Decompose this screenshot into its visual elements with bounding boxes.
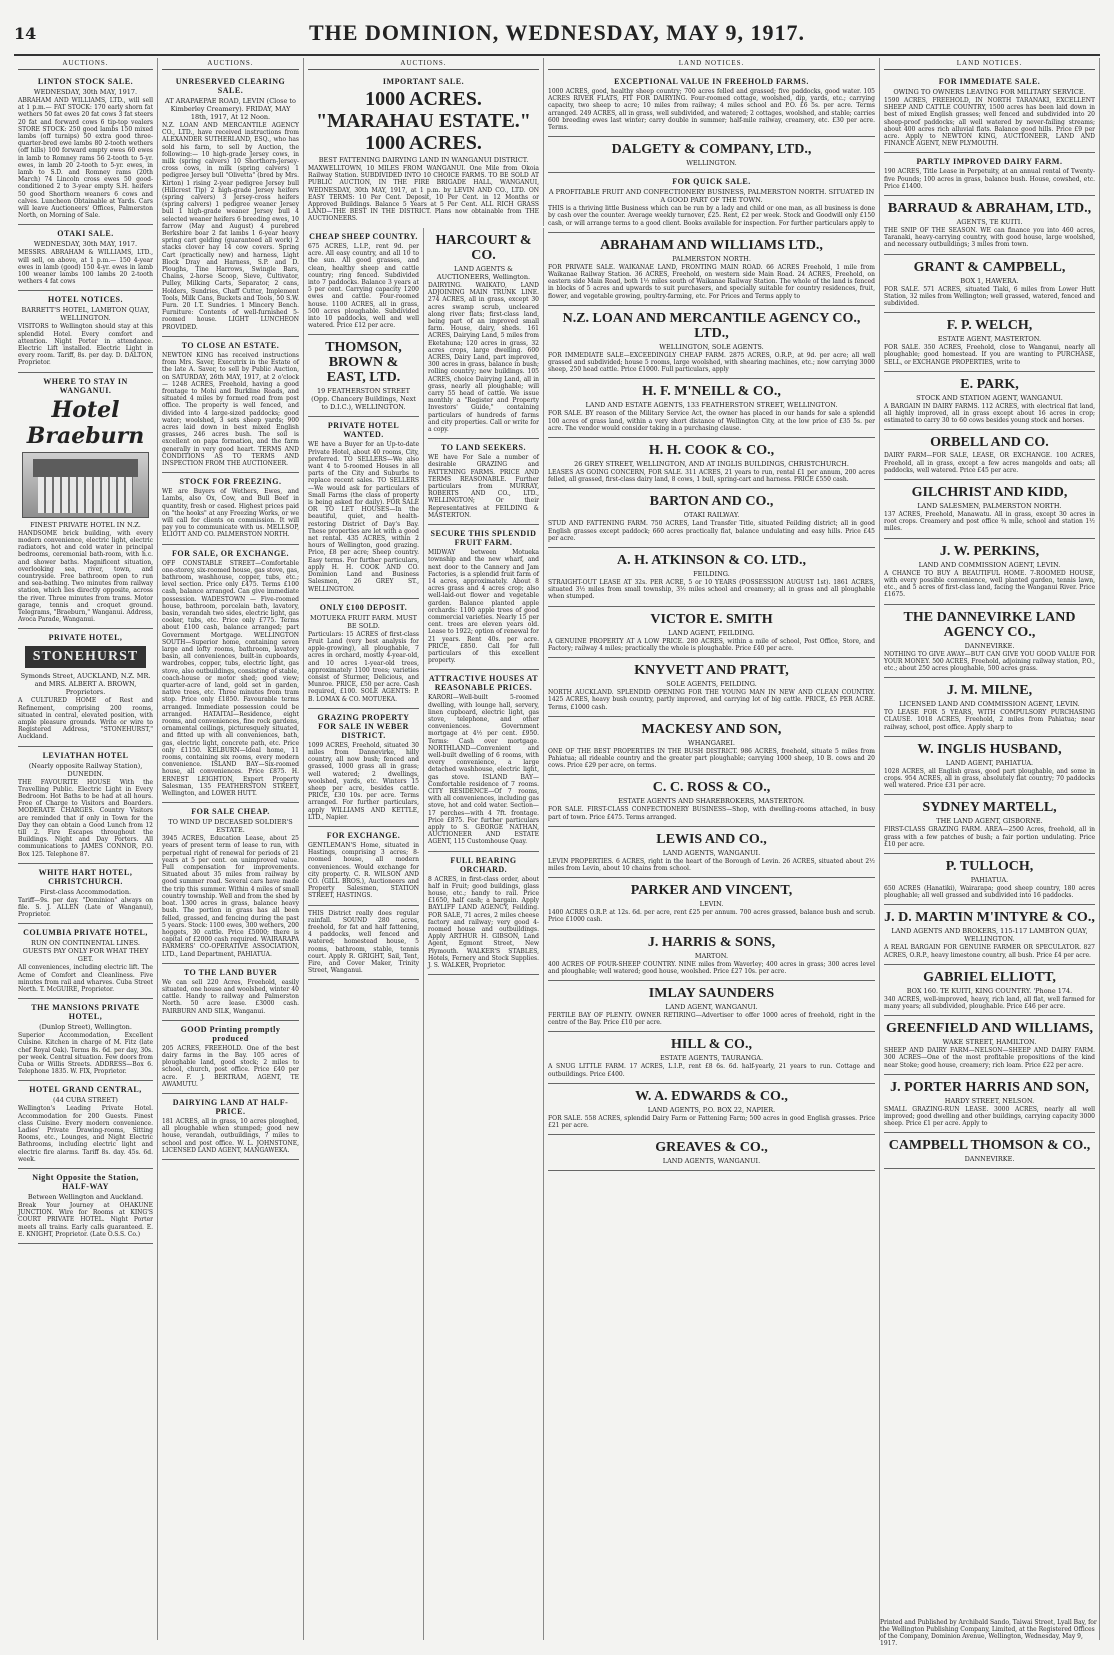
ad-subtitle: BOX 1, HAWERA. [960, 276, 1019, 285]
advertisement [428, 670, 539, 851]
hotel-illustration [22, 452, 148, 518]
advertisement [548, 1032, 875, 1083]
ad-headline: FOR EXCHANGE. [326, 830, 401, 840]
ad-headline: Night Opposite the Station, HALF-WAY [32, 1173, 139, 1192]
ad-column [424, 228, 544, 1640]
ad-body: FOR SALE. 558 ACRES, splendid Dairy Farm or Fattening Farm; 500 acres in good English grasses. Price £21 per acre. [548, 1114, 875, 1129]
ad-body: SHEEP AND DAIRY FARM—NELSON—SHEEP AND DAIRY FARM. 300 ACRES—One of the most profitable propositions of the kind near Stoke; good house, creamery; rich loam. Price £22 per acre. [884, 1047, 1095, 1069]
ad-headline: CHEAP SHEEP COUNTRY. [309, 232, 418, 241]
ad-subtitle: SOLE AGENTS, FEILDING. [666, 680, 757, 689]
advertisement [884, 737, 1095, 796]
agent-name: HARCOURT & CO. [435, 233, 532, 263]
advertisement [428, 228, 539, 439]
ad-body: LEVIN PROPERTIES. 6 ACRES, right in the heart of the Borough of Levin. 26 ACRES, situated about 2½ miles from Levin, about 10 chains from school. [548, 857, 875, 872]
advertisement [884, 605, 1095, 679]
ad-headline: WHERE TO STAY IN WANGANUI. [43, 376, 128, 395]
agent-name: HILL & CO., [671, 1037, 752, 1053]
ad-body: We can sell 220 Acres, Freehold, easily situated, one house and woolshed, winter 40 cattle. Handy to railway and Palmerston North. 50 acre lease. £3000 cash. FAIRBURN AND SILK, Wanganui. [162, 978, 299, 1015]
ad-body: FOR IMMEDIATE SALE—EXCEEDINGLY CHEAP FARM. 2875 ACRES, O.R.P., at 9d. per acre; all well grassed and subdivided; house 5 rooms, large woolshed, with shearing machines, etc.; now carrying 3000 sheep, 250 head cattle. Price £1000. Full particulars, apply [548, 351, 875, 374]
ad-subtitle: OTAKI RAILWAY. [683, 511, 740, 520]
advertisement [18, 1081, 153, 1169]
column-header: LAND NOTICES. [548, 58, 875, 70]
ad-body: THIS is a thriving little Business which can be run by a lady and child or one man, as all business is done by cash over the counter. Average weekly turnover, £25. Rent, £2 per week. Stock and Goodwill only £150 cash, or will arrange terms to a good client. Books available for inspection. For further particulars apply to [548, 205, 875, 227]
advertisement [548, 438, 875, 489]
ad-body: DAIRY FARM—FOR SALE, LEASE, OR EXCHANGE. 100 ACRES, Freehold, all in grass, except a few acres mangolds and oats; all paddocks, well watered. Price £45 per acre. [884, 452, 1095, 474]
advertisement [18, 924, 153, 999]
ad-body: FOR PRIVATE SALE. WAIKANAE LAND, FRONTING MAIN ROAD. 66 ACRES Freehold, 1 mile from Waikanae Railway Station. 36 ACRES, Freehold, on western side Main Road. 24 ACRES, Freehold, on eastern side Main Road, both 1½ miles south of Waikanae Railway Station. The whole of the land is fenced in blocks of 5 acres and upwards to suit purchasers, and specially suitable for country residences, fruit, flower, and vegetable growing, poultry-farming, etc. For Prices and Terms apply to [548, 263, 875, 300]
ad-subtitle: WELLINGTON, SOLE AGENTS. [659, 342, 764, 351]
ad-subtitle: LAND AGENT, WANGANUI. [665, 1002, 758, 1011]
advertisement [548, 233, 875, 306]
advertisement [18, 1169, 153, 1244]
column-header: AUCTIONS. [308, 58, 539, 70]
agent-name: MACKESY AND SON, [641, 721, 782, 737]
ad-subtitle: 26 GREY STREET, WELLINGTON, AND AT INGLIS BUILDINGS, CHRISTCHURCH. [574, 460, 849, 469]
ad-subtitle: OWING TO OWNERS LEAVING FOR MILITARY SERVICE. [893, 88, 1086, 96]
advertisement [884, 1075, 1095, 1134]
advertisement [884, 480, 1095, 539]
ad-headline: UNRESERVED CLEARING SALE. [175, 77, 286, 95]
ad-body: THIS District really does regular rainfall. SOUND 280 acres, freehold, for fat and half fattening, 4 paddocks, well fenced and watered; homestead house, 5 rooms, bathroom, stable, tennis court. Apply R. GRIGHT, Sail, Tent, Fire, and Cover Maker, Trinity Street, Wanganui. [308, 909, 419, 975]
ad-body: Superior Accommodation, Excellent Cuisine. Kitchen in charge of M. Fitz (late chef Royal Oak). Terms 8s. 6d. per day, 30s. per week. Central situation. Few doors from Cuba or Willis Streets. ADDRESS—Box 6. Telephone 1835. W. FIX, Proprietor. [18, 1032, 153, 1076]
ad-subtitle: FEILDING. [693, 570, 730, 579]
ad-body: STRAIGHT-OUT LEASE AT 32s. PER ACRE, 5 or 10 YEARS (POSSESSION AUGUST 1st). 1861 ACRES, situated 3½ miles from small township, 3½ miles school and creamery; all in grass and all ploughable when stumped. [548, 579, 875, 601]
ad-body: GENTLEMAN'S Home, situated in Hastings, comprising 3 acres; 8-roomed house, all modern conveniences. Would exchange for city property. C. R. WILSON AND CO. (GILL BROS.), Auctioneers and Property Salesmen, STATION STREET, HASTINGS. [308, 841, 419, 900]
agent-name: GREENFIELD AND WILLIAMS, [885, 1021, 1094, 1037]
advertisement [308, 228, 419, 335]
advertisement [884, 372, 1095, 431]
ad-body: Particulars: 15 ACRES of first-class Fruit Land (very best analysis for apple-growing), all ploughable, 7 acres in orchard, mostly 4-year-old, and 10 acres 1-year-old trees, approximately 1100 trees; varieties consist of Sturmer, Delicious, and Munroe. PRICE, £50 per acre. Cash required, £100. SOLE AGENTS: P. B. LOMAX & CO. MOTUEKA. [308, 630, 419, 703]
agent-name: BARTON AND CO., [649, 494, 774, 510]
ad-body: FOR SALE. 350 ACRES, Freehold, close to Wanganui, nearly all ploughable; good homestead. If you are wanting to PURCHASE, SELL, or EXCHANGE PROPERTIES, write to [884, 344, 1095, 366]
ad-body: LEASES AS GOING CONCERN, FOR SALE. 311 ACRES, 21 years to run, rental £1 per annum, 200 acres felled, all grassed, first-class dairy land, 8 cows, 1 bull, spring-cart and harness. PRICE £550 cash. [548, 469, 875, 484]
ad-body: 190 ACRES, Title Lease in Perpetuity, at an annual rental of Twenty-five Pounds; 100 acres in grass, balance bush. House, cowshed, etc. Price £1400. [884, 168, 1095, 190]
advertisement [548, 306, 875, 380]
ad-subtitle: ESTATE AGENT, MASTERTON. [937, 335, 1042, 344]
ad-body: STUD AND FATTENING FARM. 750 ACRES, Land Transfer Title, situated Feilding district; all in good English grasses except paddock; 660 acres practically flat, balance undulating and easy hills. Price £45 per acre. [548, 520, 875, 542]
agent-name: E. PARK, [960, 376, 1019, 392]
ad-column [544, 58, 880, 1640]
advertisement [162, 545, 299, 804]
ad-body: FOR SALE. 571 ACRES, situated Tiaki, 6 miles from Lower Hutt Station, 32 miles from Wellington; well grassed, watered, fenced and subdivided. [884, 285, 1095, 308]
agent-name: W. INGLIS HUSBAND, [917, 741, 1062, 757]
imprint-footer: Printed and Published by Archibald Sando, Taiwai Street, Lyall Bay, for the Wellington Publishing Company, Limited, at the Registered Offices of the Company, Dominion Avenue, Wellington, Wednesday, May 9, 1917. [880, 1619, 1097, 1647]
ad-subtitle: ESTATE AGENTS AND SHAREBROKERS, MASTERTON. [618, 797, 805, 806]
ad-body: MESSRS. ABRAHAM & WILLIAMS, LTD., will sell, on above, at 1 p.m.— 150 4-year ewes in lamb (good) 150 4-yr. ewes in lamb 100 weaner lambs 100 lambs 20 2-tooth wethers 4 fat cows [18, 249, 153, 286]
ad-body: KARORI—Well-built 5-roomed dwelling, with lounge hall, servery, linen cupboard, electric light, gas stove, telephone, and other conveniences. Government mortgage at 4½ per cent. £950. Terms: Cash over mortgage. NORTHLAND—Convenient and well-built dwelling of 6 rooms, with every convenience, a large detached washhouse, electric light, gas stove. ISLAND BAY—Comfortable residence of 7 rooms. CITY RESIDENCE—Of 7 rooms, with all conveniences, including gas stove, hot and cold water. Section—17 perches—with 4 7ft. frontage. Price £875. For further particulars apply to S. GEORGE NATHAN, AUCTIONEER AND ESTATE AGENT, 115 Customhouse Quay. [428, 694, 539, 846]
advertisement [884, 854, 1095, 905]
ad-subtitle: First-class Accommodation. [39, 887, 132, 896]
agent-name: GRANT & CAMPBELL, [913, 259, 1066, 275]
advertisement [884, 1016, 1095, 1075]
ad-subtitle: LAND AGENTS & AUCTIONEERS, Wellington. [436, 265, 531, 281]
advertisement [884, 73, 1095, 153]
advertisement [884, 430, 1095, 480]
advertisement [884, 1133, 1095, 1169]
ad-body: 340 ACRES, well-improved, heavy, rich land, all flat, well farmed for many years; all subdivided, ploughable. Price £46 per acre. [884, 995, 1095, 1010]
ad-body: NORTH AUCKLAND. SPLENDID OPENING FOR THE YOUNG MAN IN NEW AND CLEAN COUNTRY. 1425 ACRES, heavy bush country, partly improved, and carrying lot of big cattle. PRICE, £5 PER ACRE. Terms, £1000 cash. [548, 689, 875, 711]
ad-subtitle: LAND SALESMEN, PALMERSTON NORTH. [917, 502, 1062, 511]
ad-body: A CHANCE TO BUY A BEAUTIFUL HOME. 7-ROOMED HOUSE, with every possible convenience, well planted garden, tennis lawn, etc., and 5 acres of first-class land, facing the Wanganui River. Price £1675. [884, 569, 1095, 599]
agent-name: GILCHRIST AND KIDD, [911, 485, 1068, 501]
advertisement [18, 747, 153, 864]
agent-name: GREAVES & CO., [655, 1140, 768, 1156]
advertisement [18, 225, 153, 291]
ad-body: Wellington's Leading Private Hotel. Accommodation for 200 Guests. Finest class Cuisine. Every modern convenience. Ladies' Private Drawing-rooms, Sitting Rooms, etc., Lounges, and Night Electric Bathrooms, including electric light and electric fire alarms. Tariff 8s. day. 45s. 6d. week. [18, 1105, 153, 1163]
column-header: AUCTIONS. [162, 58, 299, 70]
advertisement [162, 73, 299, 337]
newspaper-title: THE DOMINION, WEDNESDAY, MAY 9, 1917. [308, 20, 806, 45]
ad-headline: FOR SALE, OR EXCHANGE. [171, 548, 289, 558]
agent-name: BARRAUD & ABRAHAM, LTD., [887, 201, 1092, 217]
ad-body: VISITORS to Wellington should stay at this splendid Hotel. Every comfort and attention. Night Porter in attendance. Electric Lift installed. Electric Light in every room. Tariff, 8s. per day. D. DALTON, Proprietor. [18, 323, 153, 367]
advertisement [428, 852, 539, 976]
ad-headline: TO CLOSE AN ESTATE. [181, 340, 280, 350]
advertisement [308, 709, 419, 827]
ad-headline: ATTRACTIVE HOUSES AT REASONABLE PRICES. [428, 674, 539, 693]
agent-name: J. PORTER HARRIS AND SON, [890, 1079, 1089, 1095]
column-header: AUCTIONS. [18, 58, 153, 70]
ad-body: HANDSOME brick building, with every modern convenience, electric light, electric radiators, hot and cold water in principal bedrooms, ceremonial bath-room, with h.c. and shower baths. Magnificent situation, overlooking sea, river, town, and countryside. Free bathroom open to run and sea-bathing. Two minutes from railway station, which lies directly opposite, across the river. Three minutes from trams. Motor garage, tennis and croquet ground. Telegrams, "Braeburn," Wanganui. Address, Avoca Parade, Wanganui. [18, 529, 153, 624]
advertisement [884, 678, 1095, 737]
ad-body: N.Z. LOAN AND MERCANTILE AGENCY CO., LTD., have received instructions from ALEXANDER SUTHERLAND, ESQ., who has sold his farm, to sell by Auction, the following:— 10 high-grade Jersey cows, in milk (spring calvers) 10 Shorthorn-Jersey-cross cows, in milk (spring calvers) 1 pedigree Jersey bull "Olivetta" (bred by Mrs. Kirton) 1 rising 2-year pedigree Jersey bull (Hillcrest Tip) 2 high-grade Jersey heifers (spring calvers) 3 Jersey-cross heifers (spring calvers) 1 pedigree weaner Jersey bull 1 high-grade weaner Jersey bull 4 selected weaner heifers 6 breeding ewes, 10 farrow (May and August) 4 purebred Berkshire boar 2 fat lambs 1 6-year heavy spring cart gelding (guaranteed all work) 2 stacks clover hay 14 cow covers. Spring Cart (practically new) and harness, Light Block Dray and Harness, S.P. and D. Ploughs, Tine Harrows, Swingle Bars, Chains, 2-horse Scoop, Sieve, Cultivator, Pulley, Milking Carts, Separator, 2 cans, Holders, Sundries, Chaff Cutter, Implement Tools, Milk Cans, Buckets and Tools, 50 S.W. Furn. 20 I.T. Sundries. 1 Mincery Bench. Furniture: Contents of well-furnished 5-roomed house. LIGHT LUNCHEON PROVIDED. [162, 122, 299, 331]
advertisement [548, 548, 875, 607]
ad-column [304, 228, 424, 1640]
ad-body: WE are Buyers of Wethers, Ewes, and Lambs, also Ox, Cow, and Bull Beef in quantity, fresh or cased. Highest prices paid on "the hooks" at any Freezing Works, or we will call for clients on commission. It will pay you to communicate with us. MELLSOP, ELIOTT AND CO. PALMERSTON NORTH. [162, 488, 299, 539]
agent-name: F. P. WELCH, [946, 318, 1033, 334]
ad-body: MAXWELLTOWN, 10 MILES FROM WANGANUI. One Mile from Okoia Railway Station. SUBDIVIDED INTO 10 CHOICE FARMS. TO BE SOLD AT PUBLIC AUCTION, IN THE FIRE BRIGADE HALL, WANGANUI, WEDNESDAY, 30th MAY, 1917, at 1 p.m. by LEVIN AND CO., LTD. ON EASY TERMS: 10 Per Cent. Deposit, 10 Per Cent. in 12 Months or Approved Buildings. Balance 5 Years at 5 Per Cent. ALL RICH GRASS LAND—THE BEST IN THE DISTRICT. Plans now obtainable from THE AUCTIONEERS. [308, 165, 539, 223]
ad-body: A GENUINE PROPERTY AT A LOW PRICE. 280 ACRES, within a mile of school, Post Office, Store, and Factory; railway 4 miles; practically the whole is ploughable. Price £40 per acre. [548, 637, 875, 652]
advertisement [884, 196, 1095, 255]
ad-headline: WHITE HART HOTEL, CHRISTCHURCH. [38, 867, 133, 886]
ad-subtitle: WHANGAREI. [688, 738, 735, 747]
ad-subtitle: LAND AGENTS, WANGANUI. [662, 848, 761, 857]
ad-body: ONE OF THE BEST PROPERTIES IN THE BUSH DISTRICT. 986 ACRES, freehold, situate 5 miles from Pahiatua; all rideable country and the greater part ploughable; carrying 1000 sheep, 10 B. cows and 20 cows. Price £29 per acre, on terms. [548, 747, 875, 770]
advertisement [884, 153, 1095, 196]
ad-body: 650 ACRES (Hanatiki), Wairarapa; good sheep country, 180 acres ploughable; all well grassed and subdivided into 16 paddocks. [884, 884, 1095, 900]
ad-headline: SECURE THIS SPLENDID FRUIT FARM. [430, 529, 537, 548]
advertisement [308, 417, 419, 598]
ad-headline: STOCK FOR FREEZING. [179, 477, 282, 487]
masthead [14, 18, 1100, 56]
agent-name: A. H. ATKINSON & CO. LTD., [616, 553, 807, 569]
ad-subtitle: Between Wellington and Auckland. [27, 1193, 144, 1202]
agent-name: N.Z. LOAN AND MERCANTILE AGENCY CO., LTD., [562, 310, 861, 341]
advertisement [548, 73, 875, 137]
ad-headline: PRIVATE HOTEL WANTED. [327, 421, 400, 440]
ad-body: 181 ACRES, all in grass, 10 acres ploughed, all ploughable when stumped; good new house, verandah, outbuildings, 7 miles to school and post office. W. L. JOHNSTONE, LICENSED LAND AGENT, MANGAWEKA. [162, 1117, 299, 1154]
ad-body: A CULTURED HOME of Rest and Refinement, comprising 200 rooms, situated in central, elevated position, with ample pleasure grounds. Write or wire to Registered Address, "STONEHURST," Auckland. [18, 697, 153, 741]
ad-headline: OTAKI SALE. [57, 229, 114, 239]
agent-name: PARKER AND VINCENT, [630, 883, 793, 899]
agent-name: J. D. MARTIN M'INTYRE & CO., [884, 910, 1095, 926]
ad-subtitle: Symonds Street, AUCKLAND, N.Z. MR. and MRS. ALBERT A. BROWN, Proprietors. [20, 672, 151, 697]
ad-subtitle: STOCK AND STATION AGENT, WANGANUI. [916, 393, 1063, 402]
ad-subtitle: LAND AGENTS, WANGANUI. [662, 1157, 761, 1166]
advertisement [548, 489, 875, 548]
ad-body: 1099 ACRES, Freehold, situated 30 miles from Dannevirke, hilly country, all now bush; fenced and grassed, 1000 grass all in grass; well watered; 2 dwellings, woolshed, yards, etc. Winters 15 sheep per acre, besides cattle. PRICE, £30 10s. per acre. Terms arranged. For further particulars, apply WILLIAMS AND KETTLE, LTD., Napier. [308, 741, 419, 821]
ad-headline: FULL BEARING ORCHARD. [450, 855, 517, 874]
ad-body: WE have a Buyer for an Up-to-date Private Hotel, about 40 rooms, City, preferred. TO SELLERS—We also want 4 to 5-roomed Houses in all parts of the City and Suburbs to replace recent sales. TO SELLERS—We would ask for particulars of Small Farms (the class of property is being asked for daily). FOR SALE OR TO LET HOUSES—In the beautiful, quiet, and health-restoring District of Day's Bay. These properties are let with a good net rental. 435 ACRES, within 2 hours of Wellington, good grazing. Price, £8 per acre; Sheep country. Easy terms. For further particulars, apply H. H. COOK AND CO. Dominion Land and Business Salesmen, 26 GREY ST., WELLINGTON. [308, 441, 419, 593]
agent-name: J. HARRIS & SONS, [647, 934, 776, 950]
ad-column [14, 58, 158, 1640]
ad-column [880, 58, 1100, 1640]
ad-body: ABRAHAM AND WILLIAMS, LTD., will sell at 1 p.m.— FAT STOCK: 170 early shorn fat wethers 50 fat ewes 20 fat cows 3 fat steers 20 fat and forward cows 6 tip-top vealers STORE STOCK: 250 good lambs 150 mixed lambs (off turnips) 50 extra good three-quarter-bred ewe lambs 80 2-tooth wethers (off hills) 100 forward empty ewes 60 ewes in lamb to Romney rams 56 2-tooth to 5-yr. ewes, in lamb 20 2-tooth to 5-yr. ewes, in lamb to S.D. and Romney rams (20th March) 74 Lincoln cross ewes 50 good-conditioned 2 to 3-year empty S.H. heifers 50 good Shorthorn weaners 6 cows and calves. Luncheon Obtainable at Yards. Cars will leave Auctioneers' Offices, Palmerston North, on Morning of Sale. [18, 97, 153, 220]
ad-body: Tariff—9s. per day. "Dominion" always on file. S. J. ALLEN (Late of Wanganui), Proprietor. [18, 896, 153, 919]
ad-subtitle: LAND AGENT, FEILDING. [668, 628, 755, 637]
ad-subtitle: LAND AND ESTATE AGENTS, 133 FEATHERSTON STREET, WELLINGTON. [585, 401, 838, 410]
advertisement [548, 1084, 875, 1135]
ad-body: THE SNIP OF THE SEASON. WE can finance you into 460 acres, Taranaki, heavy-carrying country, with good house, large woolshed, and necessary outbuildings; 3 miles from town. [884, 227, 1095, 249]
ad-headline: IMPORTANT SALE. [382, 77, 465, 86]
ad-headline: PARTLY IMPROVED DAIRY FARM. [916, 157, 1063, 167]
advertisement [308, 599, 419, 709]
advertisement [162, 1021, 299, 1094]
agent-name: C. C. ROSS & CO., [652, 780, 771, 796]
ad-subtitle: BARRETT'S HOTEL, LAMBTON QUAY, WELLINGTON. [21, 306, 150, 323]
advertisement [18, 291, 153, 372]
ad-subtitle: (Dunlop Street), Wellington. [39, 1023, 132, 1032]
ad-headline: COLUMBIA PRIVATE HOTEL, [23, 928, 148, 938]
ad-body: NOTHING TO GIVE AWAY—BUT CAN GIVE YOU GOOD VALUE FOR YOUR MONEY. 500 ACRES, Freehold, adjoining railway station, P.O., etc.; about 250 acres ploughable, 500 acres grass. [884, 650, 1095, 672]
ad-body: TO LEASE FOR 5 YEARS, WITH COMPULSORY PURCHASING CLAUSE. 1018 ACRES, Freehold, 2 miles from Pahiatua; near railway, school, post office. Apply sharp to [884, 709, 1095, 731]
ad-subtitle: LAND AGENTS AND BROKERS, 115-117 LAMBTON QUAY, WELLINGTON. [891, 927, 1088, 944]
ad-subtitle: PAHIATUA. [970, 875, 1009, 884]
advertisement [548, 379, 875, 438]
ad-subtitle: AT ARAPAEPAE ROAD, LEVIN (Close to Kimberley Creamery). FRIDAY, MAY 18th, 1917, At 12 Noon. [165, 97, 296, 121]
agent-name: THOMSON, BROWN & EAST, LTD. [325, 340, 402, 386]
ad-subtitle: DANNEVIRKE. [964, 1155, 1015, 1164]
ad-headline: TO THE LAND BUYER [183, 967, 278, 977]
ad-subtitle: THE LAND AGENT, GISBORNE. [936, 817, 1043, 826]
ad-headline: EXCEPTIONAL VALUE IN FREEHOLD FARMS. [614, 77, 809, 86]
ad-subtitle: WELLINGTON. [686, 159, 737, 168]
ad-body: MIDWAY between Motueka township and the new wharf, and next door to the Cannery and Jam Factories, is a splendid fruit farm of 14 acres, approximately. About 8 acres grass and 4 acres crop; also well-laid-out flower and vegetable garden. Balance planted apple orchards: 1100 apple trees of good commercial varieties. Nearly 15 per cent. trees are eleven years old. Lease to 1922; option of renewal for 21 years. Rent 40s. per acre. PRICE, £850. Call for full particulars of this excellent property. [428, 549, 539, 665]
advertisement [162, 337, 299, 473]
ad-headline: GOOD Printing promptly produced [180, 1024, 281, 1043]
advertisement [884, 795, 1095, 854]
advertisement [308, 906, 419, 981]
ad-subtitle: (Nearly opposite Railway Station), DUNEDIN. [28, 761, 143, 778]
ad-subtitle: AGENTS, TE KUITI. [956, 218, 1023, 227]
agent-name: W. A. EDWARDS & CO., [635, 1088, 788, 1104]
agent-name: GABRIEL ELLIOTT, [923, 969, 1056, 985]
advertisement [548, 1135, 875, 1171]
ad-subtitle: LAND AGENT, PAHIATUA. [945, 758, 1034, 767]
ad-body: All conveniences, including electric lift. The Acme of Comfort and Cleanliness. Five minutes from rail and wharves. Cuba Street North. T. McGUIRE, Proprietor. [18, 964, 153, 993]
ad-headline: LINTON STOCK SALE. [37, 77, 134, 86]
ad-column [158, 58, 304, 1640]
ad-body: FIRST-CLASS GRAZING FARM. AREA—2500 Acres, freehold, all in grass with a few patches of bush; a fair portion undulating. Price £10 per acre. [884, 826, 1095, 848]
ad-subtitle: LEVIN. [699, 900, 724, 909]
advertisement [308, 335, 419, 417]
ad-subtitle: TO WIND UP DECEASED SOLDIER'S ESTATE. [168, 818, 293, 835]
ad-body: 205 ACRES, FREEHOLD. One of the best dairy farms in the Bay. 105 acres of ploughable land, good stock; 2 miles to school, church, post office. Price £40 per acre. F. J. BERTRAM, AGENT, TE AWAMUTU. [162, 1044, 299, 1088]
ad-subtitle: WEDNESDAY, 30th MAY, 1917. [33, 240, 138, 249]
ad-headline: GRAZING PROPERTY FOR SALE IN WEBER DISTRICT. [317, 712, 410, 740]
advertisement [162, 803, 299, 963]
ad-headline: HOTEL GRAND CENTRAL, [29, 1085, 142, 1095]
advertisement [548, 878, 875, 929]
ad-subtitle: LAND AGENTS, P.O. BOX 22, NAPIER. [647, 1105, 776, 1114]
ad-body: FOR SALE. FIRST-CLASS CONFECTIONERY BUSINESS—Shop, with dwelling-rooms attached, in busy part of town. Price £475. Terms arranged. [548, 806, 875, 821]
advertisement [162, 473, 299, 544]
ad-body: THE FAVOURITE HOUSE With the Travelling Public. Electric Light in Every Bedroom. Hot Baths to be had at all hours. Free of Charge to Visitors and Boarders. MODERATE CHARGES. Country Visitors are reminded that if only in Town for the Day they can obtain a Good Lunch from 12 till 2. Fire Escapes throughout the Buildings. Night and Day Porters. All communications to JAMES CONNOR, P.O. Box 125. Telephone 87. [18, 778, 153, 858]
hotel-logo: STONEHURST [25, 646, 147, 668]
ad-body: NEWTON KING has received instructions from Mrs. Saver, Executrix in the Estate of the late A. Saver, to sell by Public Auction, on SATURDAY, 26th MAY, 1917, at 2 o'clock— 1248 ACRES, Freehold, having a good frontage to Mohi and Burkline Roads, and situated 4 miles by formed road from post office. The property is well fenced, and divided into 4 large-sized paddocks; good water; woolshed, 3 sets sheep yards; 900 acres laid down in best mixed English grasses, 246 acres bush. The soil is excellent on papa formation, and the farm generally in very good heart. TERMS AND CONDITIONS AS TO TERMS AND INSPECTION FROM THE AUCTIONEER. [162, 351, 299, 467]
ad-body: SMALL GRAZING-RUN LEASE. 3000 ACRES, nearly all well improved; good dwelling and other buildings, carrying capacity 3000 sheep. Price £1 per acre. Apply to [884, 1105, 1095, 1128]
ad-subtitle: A PROFITABLE FRUIT AND CONFECTIONERY BUSINESS, PALMERSTON NORTH. SITUATED IN A GOOD PART OF THE TOWN. [548, 188, 875, 205]
ad-subtitle: LICENSED LAND AND COMMISSION AGENT, LEVIN. [899, 700, 1080, 709]
advertisement [548, 137, 875, 173]
ad-headline: LEVIATHAN HOTEL [42, 750, 129, 760]
agent-name: CAMPBELL THOMSON & CO., [888, 1138, 1091, 1154]
column-header: LAND NOTICES. [884, 58, 1095, 70]
agent-name: H. F. M'NEILL & CO., [642, 384, 781, 400]
agent-name: ABRAHAM AND WILLIAMS LTD., [600, 237, 823, 253]
ad-big-heading: 1000 ACRES. "MARAHAU ESTATE." 1000 ACRES. [316, 88, 531, 154]
advertisement [548, 981, 875, 1032]
ad-body: 400 ACRES OF FOUR-SHEEP COUNTRY. NINE miles from Waverley; 400 acres in grass; 300 acres level and ploughable; well watered; good house, woolshed. Price £27 10s. per acre. [548, 960, 875, 975]
advertisement [548, 827, 875, 878]
agent-name: P. TULLOCH, [945, 858, 1034, 874]
advertisement [884, 905, 1095, 964]
agent-name: LEWIS AND CO., [656, 831, 767, 847]
ad-body: FERTILE BAY OF PLENTY. OWNER RETIRING—Advertiser to offer 1000 acres of freehold, right in the centre of the Bay. Price £10 per acre. [548, 1011, 875, 1027]
agent-name: VICTOR E. SMITH [650, 611, 773, 627]
advertisement [548, 930, 875, 981]
ad-body: OFF CONSTABLE STREET—Comfortable one-storey, six-roomed house, gas stove, gas, bathroom, washhouse, copper, tubs, etc.; level section. Price only £475. Terms £100 cash, balance arranged. Can give immediate possession. WADESTOWN — Five-roomed house, bathroom, porcelain bath, lavatory, basin, verandah two sides, electric light, gas cooker, tubs, etc. Price only £775. Terms about £100 cash, balance arranged; part Government Mortgage. WELLINGTON SOUTH—Superior home, containing seven large and lofty rooms, bathroom, lavatory basin, all conveniences, built-in cupboards, wardrobes, copper, tubs, electric light, gas stove, also outbuildings, consisting of stable, coach-house or motor shed; good view; quarter-acre of land, gold set in garden, native trees, etc. Three minutes from tram stop. Price only £1850. Favourable terms arranged. Immediate possession could be arranged. HATAITAI—Residence, eight rooms, and conveniences, fine rock gardens, ornamental ceilings, picturesquely situated, and fitted up with all conveniences, bath, gas, electric light, concrete path, etc. Price only £1150. KELBURN—Ideal home, 11 rooms, containing six rooms, every modern convenience. ISLAND BAY—Six-roomed house, all conveniences. Price £875. H. ERNEST LEIGHTON, Expert Property Salesman, 135 FEATHERSTON STREET, Wellington, and LOWER HUTT. [162, 559, 299, 798]
page-number: 14 [14, 24, 37, 43]
agent-name: THE DANNEVIRKE LAND AGENCY CO., [903, 609, 1076, 640]
advertisement [18, 73, 153, 225]
ad-subtitle: MARTON. [694, 951, 729, 960]
ad-headline: TO LAND SEEKERS. [441, 443, 526, 453]
ad-subtitle: 19 FEATHERSTON STREET (Opp. Chancery Buildings, Next to D.I.C.), WELLINGTON. [311, 387, 416, 412]
ad-body: 1028 ACRES, all English grass, good part ploughable, and some in crops. 954 ACRES, all in grass, absolutely flat country; 70 paddocks well watered. Price £31 per acre. [884, 767, 1095, 790]
advertisement [884, 255, 1095, 314]
ad-body: 1400 ACRES O.R.P. at 12s. 6d. per acre, rent £25 per annum. 700 acres grassed, balance bush and scrub. Price £1000 cash. [548, 909, 875, 924]
ad-body: DAIRYING. WAIKATO, LAND ADJOINING MAIN TRUNK LINE. 274 ACRES, all in grass, except 30 acres swamp scrub, uncleared along river flats; first-class land, being part of an improved small farm. House, dairy, sheds. 161 ACRES, Dairying Land, 5 miles from Eketahuna; 120 acres in grass, 32 acres crops, large dwelling. 600 ACRES, Dairy Land, part improved, 300 acres in grass, balance in bush; rolling country; new buildings. 105 ACRES, choice Dairying Land, all in grass, nearly all ploughable; will carry 55 head of cattle. We issue monthly a "Register and Property Investors' Guide," containing particulars of hundreds of farms and city properties. Call or write for a copy. [428, 282, 539, 434]
ad-subtitle: WAKE STREET, HAMILTON. [942, 1038, 1037, 1047]
agent-name: KNYVETT AND PRATT, [634, 663, 789, 679]
ad-headline: THE MANSIONS PRIVATE HOTEL, [31, 1003, 140, 1022]
ad-headline: PRIVATE HOTEL, [48, 633, 123, 643]
advertisement [162, 1094, 299, 1160]
ad-body: 3945 ACRES, Education Lease, about 25 years of present term of lease to run, with perpetual right of renewal for periods of 21 years at 5 per cent. on unimproved value. Full compensation for improvements. Situated about 35 miles from railway by good summer road. Several cars have made the trip this summer. Within 4 miles of small country township. Well and from the shed by boat. 1300 acres in grass, balance heavy bush. The portion in grass has all been felled, grassed, and fencing during the past 5 years. Stock: 1100 ewes, 300 wethers, 200 hoggets, 30 cattle. Price £5000; there is capital of £2000 cash required. WAIRARAPA FARMERS' CO-OPERATIVE ASSOCIATION, LTD., Land Department, PAHIATUA. [162, 835, 299, 958]
advertisement [428, 525, 539, 670]
advertisement [428, 439, 539, 525]
ad-subtitle: MOTUEKA FRUIT FARM. MUST BE SOLD. [310, 613, 417, 630]
ad-body: WE have For Sale a number of desirable GRAZING and FATTENING FARMS. PRICE AND TERMS REASONABLE. Further particulars from MURRAY, ROBERTS AND CO., LTD., WELLINGTON; Or their Representatives at FEILDING & MASTERTON. [428, 454, 539, 519]
ad-subtitle: PALMERSTON NORTH. [672, 254, 751, 263]
ad-headline: FOR SALE CHEAP. [191, 807, 270, 817]
ad-body: 8 ACRES, in first-class order, about half in Fruit; good buildings, glass house, etc.; handy to rail. Price £1650, half cash; a bargain. Apply BAYLIFF LAND AGENCY, Feilding. FOR SALE, 71 acres, 2 miles cheese factory and railway; very good 4-roomed house and outbuildings. Apply ARTHUR H. GIBSON, Land Agent, Egmont Street, New Plymouth. WALKER'S STABLES, Hotels, Fernery and Stock Supplies. J. S. WALKER, Proprietor. [428, 875, 539, 970]
advertisement [308, 827, 419, 906]
agent-name: J. M. MILNE, [946, 683, 1033, 699]
advertisement [18, 864, 153, 925]
agent-name: SYDNEY MARTELL, [922, 800, 1057, 816]
ad-headline: FOR QUICK SALE. [672, 177, 751, 187]
ad-column [304, 58, 544, 226]
ad-subtitle: FINEST PRIVATE HOTEL IN N.Z. [30, 520, 141, 529]
advertisement [548, 775, 875, 826]
ad-body: 675 ACRES, L.I.P., rent 9d. per acre. All easy country, and all 10 to the sun. All good grasses, and clean, healthy sheep and cattle country; ring fenced. Subdivided into 7 paddocks. Balance 3 years at 5 per cent. Carrying capacity 1200 ewes and cattle. Four-roomed house. 1100 ACRES, all in grass, 500 acres ploughable. Subdivided into 10 paddocks, well and well watered. Price £12 per acre. [308, 243, 419, 330]
ad-body: A REAL BARGAIN FOR GENUINE FARMER OR SPECULATOR. 827 ACRES, O.R.P., heavy limestone country, all bush. Price £4 per acre. [884, 944, 1095, 959]
ad-body: Break Your Journey at OHAKUNE JUNCTION. Wire for Rooms at KING'S COURT PRIVATE HOTEL. Night Porter meets all trains. Early calls guaranteed. E. E. KNIGHT, Proprietor. (Late O.S.S. Co.) [18, 1202, 153, 1238]
advertisement [884, 539, 1095, 605]
ad-subtitle: ESTATE AGENTS, TAURANGA. [659, 1054, 764, 1063]
advertisement [548, 607, 875, 658]
ad-headline: DAIRYING LAND AT HALF-PRICE. [172, 1097, 289, 1116]
ad-subtitle: LAND AND COMMISSION AGENT, LEVIN. [918, 560, 1061, 569]
ad-body: 1000 ACRES, good, healthy sheep country; 700 acres felled and grassed; five paddocks, good water. 105 ACRES RIVER FLATS, FIT FOR DAIRYING. Four-roomed cottage, woolshed, dip, yards, etc.; carrying capacity, two sheep to acre; 10 miles from railway; 4 miles school and P.O. £6 5s. per acre. Terms arranged. 249 ACRES, all in grass, well subdivided, and watered; 2 cottages, woolshed, and stable; carries 600 breeding ewes last winter; carry double in summer; half-mile railway, creamery, etc. £30 per acre. Terms. [548, 88, 875, 132]
advertisement [548, 717, 875, 776]
advertisement [18, 373, 153, 630]
ad-headline: FOR IMMEDIATE SALE. [938, 77, 1041, 86]
ad-subtitle: BEST FATTENING DAIRYING LAND IN WANGANUI DISTRICT. [318, 156, 529, 164]
ad-subtitle: DANNEVIRKE. [964, 641, 1015, 650]
ad-headline: HOTEL NOTICES. [47, 295, 124, 305]
hotel-logo: Hotel Braeburn [26, 396, 145, 449]
agent-name: H. H. COOK & CO., [648, 443, 775, 459]
ad-body: 1590 ACRES, FREEHOLD, IN NORTH TARANAKI, EXCELLENT SHEEP AND CATTLE COUNTRY, 1500 acres has been laid down in best of mixed English grasses; well fenced and subdivided into 20 sheep-proof paddocks; all well watered by never-failing streams; about 400 acres rich alluvial flats. Balance good hills. Price £9 per acre. Apply to NEWTON KING, AUCTIONEER, LAND AND FINANCE AGENT, NEW PLYMOUTH. [884, 97, 1095, 148]
ad-subtitle: (44 CUBA STREET) [53, 1096, 118, 1105]
agent-name: DALGETY & COMPANY, LTD., [611, 142, 812, 158]
ad-body: FOR SALE. BY reason of the Military Service Act, the owner has placed in our hands for sale a splendid 100 acres of grass land, within a very short distance of Wellington City, at the low price of £35 5s. per acre. The vendor would consider taking in a purchasing clause. [548, 410, 875, 432]
ad-subtitle: BOX 160. TE KUITI, KING COUNTRY. 'Phone 174. [906, 986, 1073, 995]
advertisement [18, 629, 153, 746]
advertisement [18, 999, 153, 1081]
ad-subtitle: HARDY STREET, NELSON. [944, 1096, 1035, 1105]
advertisement [884, 313, 1095, 372]
agent-name: J. W. PERKINS, [939, 543, 1040, 559]
advertisement [548, 173, 875, 233]
advertisement [162, 964, 299, 1021]
advertisement [308, 73, 539, 226]
ad-subtitle: WEDNESDAY, 30th MAY, 1917. [33, 88, 138, 96]
advertisement [884, 965, 1095, 1016]
advertisement [548, 658, 875, 717]
agent-name: IMLAY SAUNDERS [648, 985, 775, 1001]
ad-subtitle: RUN ON CONTINENTAL LINES. GUESTS PAY ONLY FOR WHAT THEY GET. [22, 939, 149, 964]
agent-name: ORBELL AND CO. [930, 435, 1049, 451]
ad-headline: ONLY £100 DEPOSIT. [319, 602, 408, 612]
ad-body: 137 ACRES, Freehold, Manawatu. All in grass, except 30 acres in root crops. Creamery and post office ¾ mile, school and station 1½ miles. [884, 511, 1095, 533]
ad-body: A BARGAIN IN DAIRY FARMS. 112 ACRES, with electrical flat land, all highly improved, all in grass except about 16 acres in crop; estimated to carry 30 to 60 cows besides young stock and horses. [884, 402, 1095, 425]
ad-body: A SNUG LITTLE FARM. 17 ACRES, L.I.P., rent £8 6s. 6d. half-yearly, 21 years to run. Cottage and outbuildings. Price £400. [548, 1063, 875, 1078]
